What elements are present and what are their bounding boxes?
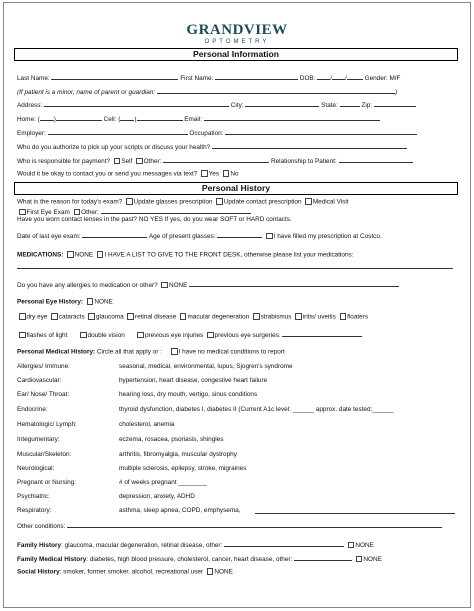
medical-visit-checkbox[interactable] [305, 198, 312, 205]
medications-list-checkbox[interactable] [97, 251, 104, 258]
update-glasses-checkbox[interactable] [126, 198, 133, 205]
contacts-row [17, 216, 292, 224]
family-medical-field[interactable] [294, 554, 352, 561]
eye-history-label: Personal Eye History: [17, 298, 84, 306]
respiratory-other-field[interactable] [255, 507, 455, 514]
condition-options[interactable]: depression, anxiety, ADHD [119, 493, 195, 500]
last-exam-label: Date of last eye exam: [17, 233, 81, 240]
eye-conditions-row-1 [17, 313, 368, 321]
address-field[interactable] [44, 100, 229, 107]
condition-options[interactable]: asthma, sleep apnea, COPD, emphysema, [119, 507, 241, 514]
reason-other-checkbox[interactable] [74, 209, 81, 216]
update-contacts-label: Update contact prescription [223, 198, 302, 206]
eye-injuries-label: previous eye injuries [144, 332, 204, 339]
family-medical-row [17, 554, 382, 564]
reason-other-label: Other: [81, 209, 99, 216]
guardian-label: (If patient is a minor, name of parent or guardian: [17, 89, 156, 96]
medications-none-label: NONE [74, 251, 94, 259]
family-history-none-label: NONE [355, 542, 374, 549]
first-name-label: First Name: [180, 75, 214, 82]
macular-degeneration-label: macular degeneration [187, 313, 250, 321]
personal-history-header: Personal History [14, 182, 458, 195]
home-phone-label: Home: ( [17, 116, 40, 123]
condition-muscular [17, 451, 237, 459]
last-exam-row [17, 231, 382, 241]
medications-lines [17, 262, 453, 272]
eye-surgeries-checkbox[interactable] [207, 332, 214, 339]
costco-label: I have filled my prescription at Costco. [273, 233, 382, 240]
dob-month-field[interactable] [317, 73, 330, 80]
eye-conditions-row-2 [17, 330, 362, 340]
dry-eye-label: dry eye [26, 313, 48, 321]
condition-pregnant [17, 479, 207, 487]
payment-label: Who is responsible for payment? [17, 158, 111, 165]
condition-options[interactable]: thyroid dysfunction, diabetes I, diabetes II (Current A1c level: ______ approx. date tested:______ [119, 406, 394, 413]
family-history-label: Family History [17, 542, 62, 549]
reason-other-field[interactable] [101, 207, 251, 214]
email-label: Email: [184, 116, 203, 123]
allergies-none-checkbox[interactable] [161, 282, 168, 289]
medical-history-label: Personal Medical History: [17, 348, 96, 356]
last-name-label: Last Name: [17, 75, 50, 82]
payment-row [17, 156, 413, 166]
family-medical-none-checkbox[interactable] [356, 556, 363, 563]
contacts-question: Have you worn contact lenses in the past? NO YES If yes, do you wear SOFT or HARD contacts. [17, 216, 292, 223]
text-no-checkbox[interactable] [223, 170, 230, 177]
cataracts-checkbox[interactable] [51, 313, 58, 320]
condition-label: Psychiatric: [17, 493, 50, 500]
medications-list-label: I HAVE A LIST TO GIVE TO THE FRONT DESK, otherwise please list your medications: [104, 251, 354, 259]
dry-eye-checkbox[interactable] [19, 313, 26, 320]
social-history-none-label: NONE [214, 568, 233, 576]
other-payer-field[interactable] [163, 156, 269, 163]
gender-label: Gender: M/F [364, 75, 401, 82]
condition-psychiatric [17, 493, 195, 501]
iritis-label: iritis/ uveitis [302, 313, 336, 321]
first-eye-exam-label: First Eye Exam [26, 209, 70, 216]
self-checkbox[interactable] [114, 158, 121, 165]
family-history-none-checkbox[interactable] [348, 542, 355, 549]
condition-hematologic [17, 421, 175, 429]
condition-options[interactable]: seasonal, medical, environmental, lupus, Sjogren's syndrome [119, 363, 293, 370]
text-consent-row [17, 170, 239, 178]
condition-options[interactable]: hypertension, heart disease, congestive heart failure [119, 377, 268, 384]
family-medical-options[interactable]: : diabetes, high blood pressure, cholesterol, cancer, heart disease, other: [86, 556, 293, 563]
pickup-label: Who do you authorize to pick up your scripts or discuss your health? [17, 144, 211, 151]
condition-label: Cardiovascular: [17, 377, 62, 384]
state-label: State: [321, 102, 338, 109]
condition-respiratory [17, 507, 241, 515]
glaucoma-label: glaucoma [95, 313, 124, 321]
state-field[interactable] [340, 100, 360, 107]
last-name-field[interactable] [51, 73, 178, 80]
cell-phone-label: Cell: ( [103, 116, 121, 123]
strabismus-checkbox[interactable] [253, 313, 260, 320]
home-area-code-field[interactable] [40, 114, 54, 121]
relationship-field[interactable] [339, 156, 413, 163]
circle-instructions: Circle all that apply or : [96, 348, 162, 356]
update-contacts-checkbox[interactable] [216, 198, 223, 205]
family-medical-none-label: NONE [363, 556, 382, 563]
logo-subtitle: OPTOMETRY [204, 39, 270, 45]
condition-ent [17, 391, 258, 399]
family-medical-label: Family Medical History [17, 556, 87, 563]
personal-info-header: Personal Information [14, 48, 458, 61]
glasses-age-label: Age of present glasses: [148, 233, 216, 240]
condition-label: Endocrine: [17, 406, 48, 413]
zip-label: Zip: [361, 102, 373, 109]
floaters-label: floaters [347, 313, 369, 321]
logo-title: GRANDVIEW [186, 22, 288, 38]
other-conditions-field[interactable] [67, 521, 442, 528]
glasses-age-field[interactable] [217, 231, 262, 238]
no-conditions-checkbox[interactable] [171, 348, 178, 355]
condition-label: Integumentary: [17, 436, 60, 443]
cell-area-code-field[interactable] [120, 114, 134, 121]
pickup-row [17, 142, 407, 152]
last-exam-field[interactable] [82, 231, 147, 238]
allergies-row [17, 280, 399, 290]
condition-label: Hematologic/ Lymph: [17, 421, 77, 428]
other-checkbox[interactable] [136, 158, 143, 165]
text-yes-checkbox[interactable] [201, 170, 208, 177]
family-history-options[interactable]: : glaucoma, macular degeneration, retinal disease, other: [61, 542, 223, 549]
eye-history-row [17, 298, 113, 306]
occupation-label: Occupation: [189, 130, 224, 137]
eye-history-none-label: NONE [94, 298, 113, 306]
allergies-label: Do you have any allergies to medication or other? [17, 282, 158, 289]
condition-label: Respiratory: [17, 507, 52, 514]
condition-options[interactable]: hearing loss, dry mouth, vertigo, sinus conditions [119, 391, 258, 398]
social-history-options[interactable]: : smoker, former smoker, alcohol, recreational user [59, 568, 204, 576]
first-eye-exam-checkbox[interactable] [19, 209, 26, 216]
condition-label: Muscular/Skeleton: [17, 451, 72, 458]
city-label: City: [230, 102, 244, 109]
medications-row [17, 251, 354, 259]
glaucoma-checkbox[interactable] [88, 313, 95, 320]
condition-label: Pregnant or Nursing: [17, 479, 76, 486]
social-history-row [17, 568, 233, 576]
zip-field[interactable] [374, 100, 416, 107]
other-conditions-label: Other conditions: [17, 523, 66, 530]
family-history-field[interactable] [224, 540, 344, 547]
macular-degeneration-checkbox[interactable] [180, 313, 187, 320]
condition-integumentary [17, 436, 224, 444]
condition-options[interactable]: eczema, rosacea, psoriasis, shingles [119, 436, 224, 443]
home-phone-field[interactable] [56, 114, 102, 121]
first-name-field[interactable] [215, 73, 298, 80]
occupation-field[interactable] [225, 128, 417, 135]
medications-field[interactable] [17, 262, 453, 269]
eye-surgeries-label: previous eye surgeries: [214, 332, 281, 339]
self-label: Self [121, 158, 133, 165]
retinal-disease-label: retinal disease [134, 313, 177, 321]
eye-history-none-checkbox[interactable] [87, 298, 94, 305]
flashes-label: flashes of light [26, 332, 68, 339]
name-row: Last Name: First Name: DOB: / / Gender: M/F [17, 75, 401, 82]
address-label: Address: [17, 102, 43, 109]
family-history-row [17, 540, 374, 550]
condition-label: Ear/ Nose/ Throat: [17, 391, 70, 398]
medical-visit-label: Medical Visit [312, 198, 349, 206]
condition-label: Neurological: [17, 465, 55, 472]
condition-allergies [17, 363, 293, 371]
no-conditions-label: I have no medical conditions to report [178, 348, 285, 356]
guardian-row: (If patient is a minor, name of parent or guardian: ) [17, 89, 398, 96]
dob-year-field[interactable] [347, 73, 363, 80]
floaters-checkbox[interactable] [340, 313, 347, 320]
pickup-field[interactable] [212, 142, 407, 149]
condition-options[interactable]: # of weeks pregnant ________ [119, 479, 207, 486]
condition-endocrine [17, 406, 394, 414]
other-conditions-row [17, 521, 442, 531]
flashes-checkbox[interactable] [19, 332, 26, 339]
costco-checkbox[interactable] [266, 233, 273, 240]
condition-label: Allergies/ Immune: [17, 363, 70, 370]
update-glasses-label: Update glasses prescription [133, 198, 213, 206]
cell-phone-field[interactable] [137, 114, 183, 121]
double-vision-checkbox[interactable] [80, 332, 87, 339]
condition-options[interactable]: arthritis, fibromyalgia, muscular dystrophy [119, 451, 237, 458]
condition-cardiovascular [17, 377, 268, 385]
email-field[interactable] [204, 114, 380, 121]
address-row [17, 100, 416, 110]
retinal-disease-checkbox[interactable] [127, 313, 134, 320]
eye-surgeries-field[interactable] [282, 330, 362, 337]
cataracts-label: cataracts [58, 313, 85, 321]
allergies-field[interactable] [189, 280, 399, 287]
dob-day-field[interactable] [332, 73, 345, 80]
condition-options[interactable]: cholesterol, anemia [119, 421, 175, 428]
social-history-none-checkbox[interactable] [207, 568, 214, 575]
social-history-label: Social History [17, 568, 60, 576]
dob-label: DOB: [299, 75, 316, 82]
condition-options[interactable]: multiple sclerosis, epilepsy, stroke, migraines [119, 465, 247, 472]
employer-label: Employer: [17, 130, 46, 137]
medications-label: MEDICATIONS: [17, 251, 64, 259]
reason-label: What is the reason for today's exam? [17, 198, 123, 206]
other-label: Other: [143, 158, 162, 165]
iritis-checkbox[interactable] [295, 313, 302, 320]
medical-history-row [17, 348, 285, 356]
city-field[interactable] [245, 100, 319, 107]
text-consent-label: Would it be okay to contact you or send you messages via text? [17, 170, 198, 178]
double-vision-label: double vision [87, 332, 125, 339]
condition-neurological [17, 465, 247, 473]
relationship-label: Relationship to Patient: [270, 158, 337, 165]
allergies-none-label: NONE [168, 282, 188, 289]
text-no-label: No [230, 170, 239, 178]
text-yes-label: Yes [208, 170, 220, 178]
reason-row [17, 198, 349, 206]
employer-field[interactable] [48, 128, 188, 135]
medications-none-checkbox[interactable] [67, 251, 74, 258]
guardian-field[interactable] [157, 87, 395, 94]
strabismus-label: strabismus [260, 313, 292, 321]
phone-row: Home: ( ) Cell: ( ) Email: [17, 114, 380, 124]
employment-row [17, 128, 417, 138]
eye-injuries-checkbox[interactable] [137, 332, 144, 339]
